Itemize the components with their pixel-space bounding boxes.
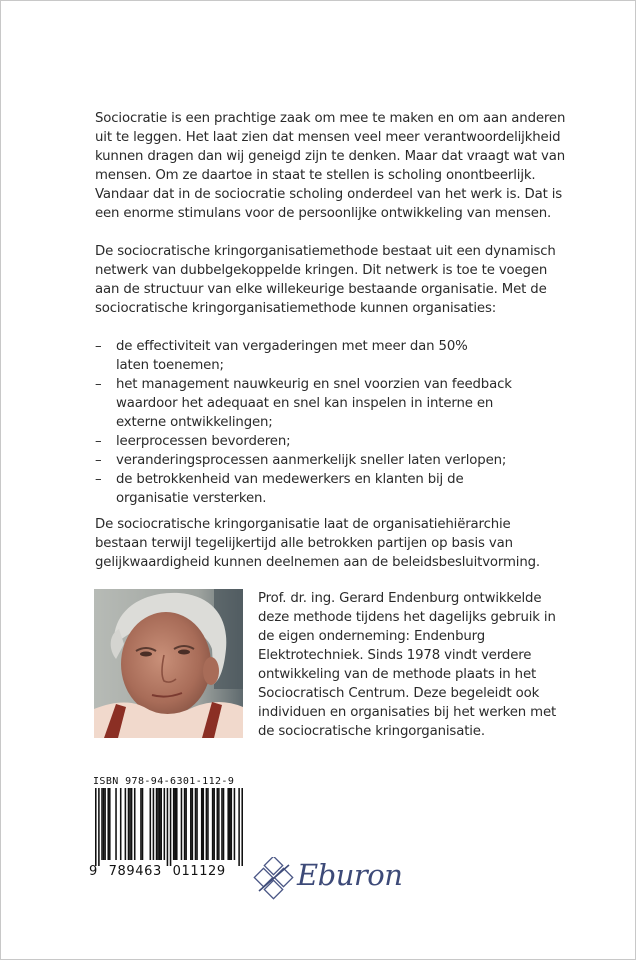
text-line: laten toenemen; (116, 358, 224, 373)
barcode-bar (95, 788, 97, 866)
barcode-bar (184, 788, 186, 860)
text-line: ontwikkeling van de methode plaats in het (258, 667, 537, 682)
barcode-bar (98, 788, 100, 866)
barcode-bar (170, 788, 172, 866)
barcode-bar (125, 788, 127, 860)
text-line: uit te leggen. Het laat zien dat mensen veel meer verantwoordelijkheid (95, 130, 561, 145)
hierarchy-paragraph (95, 515, 595, 572)
barcode-bar (217, 788, 219, 860)
text-line: aan de structuur van elke willekeurige bestaande organisatie. Met de (95, 282, 547, 297)
barcode-bar (196, 788, 198, 860)
barcode-bars (95, 788, 243, 866)
dash-bullet: – (95, 453, 102, 468)
barcode-bar (238, 788, 240, 866)
ean-group-1: 789463 (108, 864, 162, 879)
barcode-bar (157, 788, 159, 860)
text-line: externe ontwikkelingen; (116, 415, 273, 430)
barcode-bar (128, 788, 130, 860)
barcode-bar (156, 788, 158, 860)
barcode-bar (241, 788, 243, 866)
text-line: Sociocratisch Centrum. Deze begeleidt ook (258, 686, 540, 701)
barcode-bar (231, 788, 233, 860)
isbn-barcode (89, 776, 245, 886)
text-line: netwerk van dubbelgekoppelde kringen. Dit netwerk is toe te voegen (95, 263, 548, 278)
barcode-bar (202, 788, 204, 860)
intro-paragraph (95, 109, 595, 223)
text-line: individuen en organisaties bij het werken met (258, 705, 557, 720)
barcode-bar (153, 788, 155, 860)
dash-bullet: – (95, 472, 102, 487)
text-line: veranderingsprocessen aanmerkelijk sneller laten verlopen; (116, 453, 507, 468)
barcode-bar (103, 788, 105, 860)
text-line: de eigen onderneming: Endenburg (258, 629, 486, 644)
barcode-bar (234, 788, 236, 860)
text-line: leerprocessen bevorderen; (116, 434, 291, 449)
dash-bullet: – (95, 339, 102, 354)
method-paragraph (95, 242, 595, 318)
ean-digits (89, 864, 245, 879)
barcode-bar (181, 788, 183, 860)
four-diamond-lattice-icon (253, 857, 299, 901)
barcode-bar (167, 788, 169, 866)
barcode-bar (140, 788, 142, 860)
barcode-bar (176, 788, 178, 860)
barcode-bar (190, 788, 192, 860)
barcode-bar (115, 788, 117, 860)
barcode-bar (185, 788, 187, 860)
barcode-bar (101, 788, 103, 860)
barcode-bar (206, 788, 208, 860)
barcode-bar (229, 788, 231, 860)
text-line: Prof. dr. ing. Gerard Endenburg ontwikkelde (258, 591, 542, 606)
barcode-bar (213, 788, 215, 860)
list-item (95, 375, 575, 432)
barcode-bar (131, 788, 133, 860)
barcode-bar (221, 788, 223, 860)
text-line: kunnen dragen dan wij geneigd zijn te denken. Maar dat vraagt wat van (95, 149, 566, 164)
barcode-bar (104, 788, 106, 860)
barcode-bar (218, 788, 220, 860)
barcode-bar (160, 788, 162, 860)
text-line: gelijkwaardigheid kunnen deelnemen aan de beleidsbesluitvorming. (95, 555, 540, 570)
text-line: Vandaar dat in de sociocratie scholing onderdeel van het werk is. Dat is (95, 187, 563, 202)
text-line: De sociocratische kringorganisatiemethode bestaat uit een dynamisch (95, 244, 556, 259)
text-line: de sociocratische kringorganisatie. (258, 724, 485, 739)
text-line: een enorme stimulans voor de persoonlijke ontwikkeling van mensen. (95, 206, 552, 221)
author-photo (94, 589, 243, 738)
text-line: sociocratische kringorganisatiemethode kunnen organisaties: (95, 301, 497, 316)
barcode-bar (150, 788, 152, 860)
barcode-bar (195, 788, 197, 860)
barcode-bar (227, 788, 229, 860)
barcode-bar (174, 788, 176, 860)
text-line: Sociocratie is een prachtige zaak om mee te maken en om aan anderen (95, 111, 566, 126)
barcode-bar (201, 788, 203, 860)
list-item (95, 451, 575, 470)
barcode-bar (134, 788, 136, 860)
text-line: organisatie versterken. (116, 491, 267, 506)
text-line: waardoor het adequaat en snel kan inspelen in interne en (116, 396, 494, 411)
barcode-bar (142, 788, 144, 860)
barcode-bar (212, 788, 214, 860)
barcode-bar (120, 788, 122, 860)
barcode-bar (164, 788, 166, 860)
text-line: het management nauwkeurig en snel voorzien van feedback (116, 377, 512, 392)
barcode-bar (159, 788, 161, 860)
barcode-bar (129, 788, 131, 860)
barcode-bar (173, 788, 175, 860)
dash-bullet: – (95, 377, 102, 392)
publisher-name: Eburon (297, 858, 403, 892)
text-line: de effectiviteit van vergaderingen met meer dan 50% (116, 339, 468, 354)
portrait-image (94, 589, 243, 738)
barcode-bar (207, 788, 209, 860)
isbn-label: ISBN 978-94-6301-112-9 (93, 776, 235, 787)
text-line: deze methode tijdens het dagelijks gebruik in (258, 610, 556, 625)
ean-group-2: 011129 (172, 864, 226, 879)
text-line: De sociocratische kringorganisatie laat de organisatiehiërarchie (95, 517, 511, 532)
barcode-bar (109, 788, 111, 860)
text-line: bestaan terwijl tegelijkertijd alle betrokken partijen op basis van (95, 536, 513, 551)
ean-first-digit: 9 (89, 864, 98, 879)
benefits-list (95, 337, 575, 508)
list-item (95, 337, 575, 375)
text-line: de betrokkenheid van medewerkers en klanten bij de (116, 472, 464, 487)
publisher-logo (253, 857, 413, 901)
text-line: Elektrotechniek. Sinds 1978 vindt verdere (258, 648, 532, 663)
dash-bullet: – (95, 434, 102, 449)
barcode-bar (223, 788, 225, 860)
list-item (95, 432, 575, 451)
text-line: mensen. Om ze daartoe in staat te stellen is scholing onontbeerlijk. (95, 168, 536, 183)
author-bio (258, 589, 588, 741)
barcode-bar (192, 788, 194, 860)
barcode-bar (107, 788, 109, 860)
list-item (95, 470, 575, 508)
